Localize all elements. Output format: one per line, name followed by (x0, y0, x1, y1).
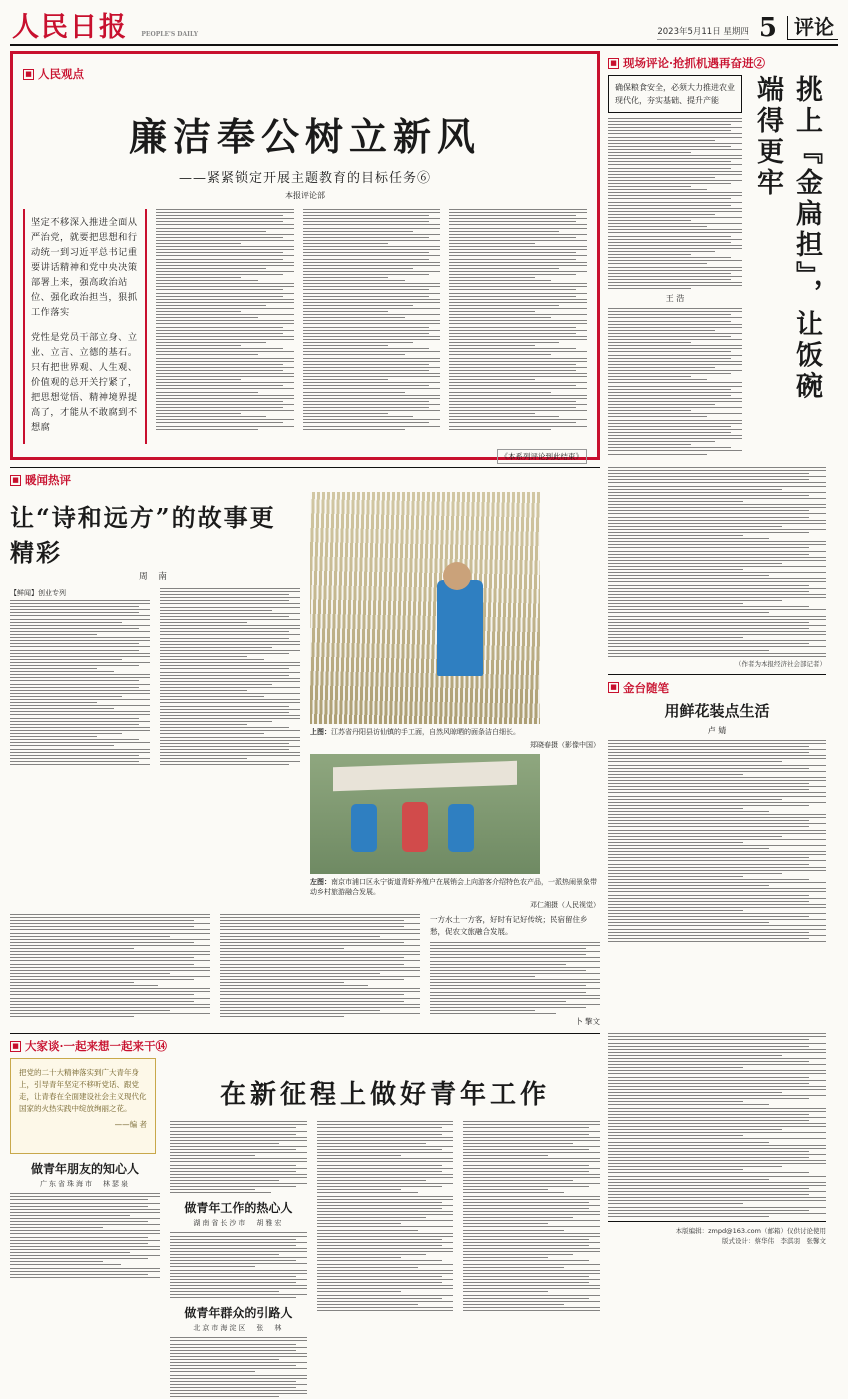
sub-article-body-1 (10, 1193, 160, 1278)
bottom-band (10, 1033, 838, 1399)
issue-date: 2023年5月11日 星期四 (657, 25, 749, 40)
editor-quote-box (10, 1058, 156, 1154)
dajiatan-col-1 (170, 1121, 307, 1193)
main-article (10, 51, 600, 460)
bottom-right-column (608, 1033, 826, 1399)
sub-article-author-3: 北京市海淀区 张 林 (193, 1324, 284, 1333)
caption-text: 江苏省丹阳县访仙镇的手工面，自然风晾晒的面条洁白细长。 (331, 728, 520, 736)
section-title: 评论 (787, 16, 838, 40)
main-article-columns (23, 209, 587, 444)
jintai-kicker (608, 680, 826, 696)
top-right-kicker (608, 55, 826, 71)
kicker-mark-icon: ■ (10, 1041, 21, 1052)
top-right-tail-note: （作者为本报经济社会部记者） (735, 659, 826, 668)
main-article-byline: 本报评论部 (285, 191, 325, 200)
main-article-subtitle: ——紧紧锁定开展主题教育的目标任务⑥ (178, 171, 431, 186)
logo-subtext: PEOPLE'S DAILY (141, 31, 199, 38)
main-article-kicker (23, 66, 587, 82)
logo-text: 人民日报 (12, 12, 128, 43)
top-right-body-1 (608, 118, 742, 289)
editor-quote-text: 把党的二十大精神落实到广大青年身上，引导青年坚定不移听党话、跟党走，让青春在全面建设社会主义现代化国家的火热实践中绽放绚丽之花。 (19, 1068, 147, 1114)
dajiatan-col-3 (463, 1121, 600, 1399)
sub-article-title-3: 做青年群众的引路人 (184, 1306, 293, 1321)
main-article-title: 廉洁奉公树立新风 (128, 114, 481, 159)
caption-label: 上图： (310, 728, 331, 736)
photo-noodles-credit: 郑晓春摄（影像中国） (530, 741, 600, 749)
kicker-label: 金台随笔 (623, 680, 669, 695)
jintai-title: 用鲜花装点生活 (664, 701, 770, 720)
warm-news-col-3 (10, 914, 210, 1027)
kicker-label: 现场评论·抢抓机遇再奋进② (623, 56, 766, 70)
editor-quote-byline: ——编 者 (114, 1120, 147, 1130)
pull-quote-box (23, 209, 147, 444)
pull-quote-1: 坚定不移深入推进全面从严治党，就要把思想和行动统一到习近平总书记重要讲话精神和党中央决策部署上来，强高政治站位、强化政治担当，狠抓工作落实 (31, 217, 138, 318)
middle-band (10, 467, 838, 1027)
warm-news-kicker (10, 472, 600, 488)
dajiatan-col-2 (317, 1121, 454, 1399)
photo-noodles-caption (310, 727, 600, 737)
warm-news-article (10, 467, 600, 1027)
warm-news-byline: 周 南 (139, 572, 171, 582)
page-number: 5 (758, 12, 777, 43)
sub-article-body-2 (170, 1232, 307, 1298)
photo-market-caption (310, 877, 600, 897)
kicker-label: 大家谈·一起来想一起来干⑭ (25, 1039, 168, 1054)
main-body-col-2 (303, 209, 441, 444)
dajiatan-title: 在新征程上做好青年工作 (219, 1080, 550, 1111)
photo-market (310, 754, 540, 874)
kicker-mark-icon: ■ (23, 69, 34, 80)
kicker-label: 人民观点 (38, 67, 84, 81)
masthead-right (657, 12, 838, 44)
bottom-right-body (608, 1033, 826, 1217)
jintai-byline: 卢 婧 (707, 725, 727, 735)
kicker-mark-icon: ■ (608, 58, 619, 69)
top-right-vertical-title: 挑上『金扁担』，让饭碗端得更牢 (752, 75, 822, 403)
dajiatan-kicker (10, 1038, 600, 1054)
caption-text: 南京市浦口区永宁街道青虾养殖户在展销会上向游客介绍特色农产品，一派热闹景象带动乡村旅游融合发展。 (310, 878, 597, 896)
top-right-body-2 (608, 308, 742, 454)
pull-quote-2: 党性是党员干部立身、立业、立言、立德的基石。只有把世界观、人生观、价值观的总开关拧紧了，把思想觉悟、精神境界提高了，才能从不敢腐到不想腐 (31, 332, 138, 433)
mid-right-column (608, 467, 826, 1027)
page-footer-line-2: 版式设计：蔡华伟 李淇羽 张馨文 (722, 1236, 826, 1245)
kicker-label: 暖闻热评 (25, 473, 71, 487)
masthead (10, 0, 838, 46)
page-footer-line-1: 本版编辑：zmpd@163.com（邮箱）仅供讨论使用 (675, 1226, 826, 1235)
sub-article-author-1: 广东省珠海市 林瑟泉 (40, 1180, 130, 1189)
dajiatan-article (10, 1033, 600, 1399)
photo-market-credit: 邓仁湘摄（人民视觉） (530, 901, 600, 909)
highlight-note: 确保粮食安全，必须大力推进农业现代化，夯实基础、提升产能 (608, 75, 742, 113)
caption-label: 左图： (310, 878, 331, 886)
warm-news-col-4 (220, 914, 420, 1027)
kicker-mark-icon: ■ (608, 682, 619, 693)
sub-article-body-3 (170, 1337, 307, 1397)
sub-article-author-2: 湖南省长沙市 胡雅宏 (193, 1219, 284, 1228)
jintai-body (608, 740, 826, 942)
label-news: 【鲜闻】创业专列 (10, 589, 66, 597)
kicker-mark-icon: ■ (10, 475, 21, 486)
main-body-col-3 (449, 209, 587, 444)
series-end-note: 《本系列评论到此结束》 (497, 449, 588, 464)
warm-news-col-2 (160, 588, 300, 765)
newspaper-logo (10, 14, 204, 44)
warm-news-col-1 (10, 600, 150, 765)
sub-article-title-2: 做青年工作的热心人 (184, 1201, 293, 1216)
warm-news-end-byline: 卜 擎文 (575, 1017, 600, 1027)
top-right-author: 王 浩 (665, 294, 685, 304)
top-band (10, 51, 838, 460)
sub-article-title-1: 做青年朋友的知心人 (30, 1162, 139, 1177)
top-right-body-3 (608, 467, 826, 657)
warm-news-col-5 (430, 942, 600, 1014)
main-body-col-1 (156, 209, 294, 444)
warm-news-title: 让“诗和远方”的故事更精彩 (10, 503, 276, 567)
top-right-column (608, 51, 826, 460)
photo-noodles (310, 492, 540, 724)
inset-note: 一方水土一方客，好时有记好传统；民宿留住乡愁，促农文旅融合发展。 (430, 915, 588, 936)
